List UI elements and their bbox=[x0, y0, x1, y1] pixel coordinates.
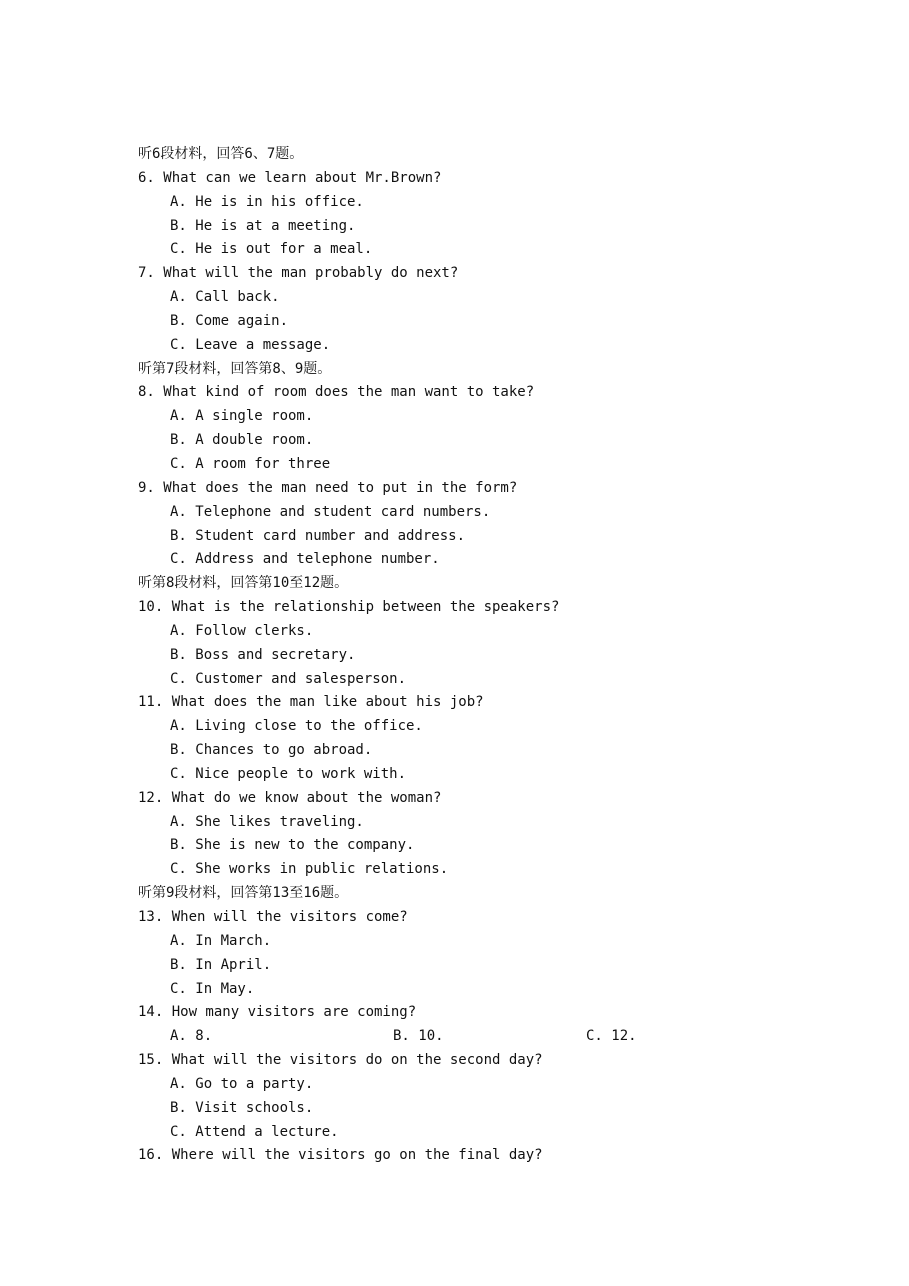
option-c: C. Attend a lecture. bbox=[170, 1123, 339, 1140]
section-instruction: 听6段材料，回答6、7题。 bbox=[138, 146, 304, 162]
option-c: C. 12. bbox=[586, 1028, 637, 1045]
option-a: A. A single room. bbox=[170, 408, 314, 425]
option-b: B. Boss and secretary. bbox=[170, 646, 356, 663]
option-b: B. Student card number and address. bbox=[170, 527, 466, 544]
option-b: B. A double room. bbox=[170, 432, 314, 449]
option-a: A. In March. bbox=[170, 932, 272, 949]
question-13: 13. When will the visitors come? bbox=[138, 909, 408, 925]
option-c: C. In May. bbox=[170, 980, 255, 997]
option-b: B. 10. bbox=[393, 1028, 444, 1045]
option-c: C. A room for three bbox=[170, 455, 331, 472]
section-instruction: 听第8段材料，回答第10至12题。 bbox=[138, 575, 349, 592]
option-a: A. She likes traveling. bbox=[170, 813, 364, 830]
question-9: 9. What does the man need to put in the form? bbox=[138, 479, 518, 496]
option-c: C. Leave a message. bbox=[170, 336, 331, 353]
question-11: 11. What does the man like about his job? bbox=[138, 694, 484, 711]
question-15: 15. What will the visitors do on the second day? bbox=[138, 1052, 543, 1069]
question-7: 7. What will the man probably do next? bbox=[138, 265, 459, 282]
question-8: 8. What kind of room does the man want to take? bbox=[138, 384, 535, 401]
option-a: A. He is in his office. bbox=[170, 193, 364, 210]
option-c: C. Customer and salesperson. bbox=[170, 670, 407, 687]
option-b: B. Chances to go abroad. bbox=[170, 742, 373, 759]
option-b: B. She is new to the company. bbox=[170, 837, 415, 854]
option-a: A. Go to a party. bbox=[170, 1075, 314, 1092]
section-instruction: 听第9段材料，回答第13至16题。 bbox=[138, 885, 349, 902]
option-a: A. 8. bbox=[170, 1028, 213, 1045]
option-a: A. Call back. bbox=[170, 289, 280, 306]
question-6: 6. What can we learn about Mr.Brown? bbox=[138, 169, 442, 186]
option-b: B. He is at a meeting. bbox=[170, 217, 356, 234]
option-b: B. Visit schools. bbox=[170, 1099, 314, 1116]
section-instruction: 听第7段材料，回答第8、9题。 bbox=[138, 360, 332, 377]
option-a: A. Living close to the office. bbox=[170, 718, 423, 735]
option-c: C. She works in public relations. bbox=[170, 861, 449, 878]
option-b: B. In April. bbox=[170, 956, 272, 973]
option-a: A. Follow clerks. bbox=[170, 622, 314, 639]
question-14: 14. How many visitors are coming? bbox=[138, 1004, 417, 1021]
question-16: 16. Where will the visitors go on the final day? bbox=[138, 1147, 543, 1164]
option-b: B. Come again. bbox=[170, 312, 289, 329]
question-10: 10. What is the relationship between the speakers? bbox=[138, 599, 560, 616]
exam-page bbox=[138, 143, 858, 1168]
option-c: C. He is out for a meal. bbox=[170, 241, 373, 258]
option-c: C. Nice people to work with. bbox=[170, 765, 407, 782]
option-a: A. Telephone and student card numbers. bbox=[170, 503, 491, 520]
option-c: C. Address and telephone number. bbox=[170, 551, 440, 568]
inline-options bbox=[138, 1025, 858, 1049]
question-12: 12. What do we know about the woman? bbox=[138, 789, 442, 806]
